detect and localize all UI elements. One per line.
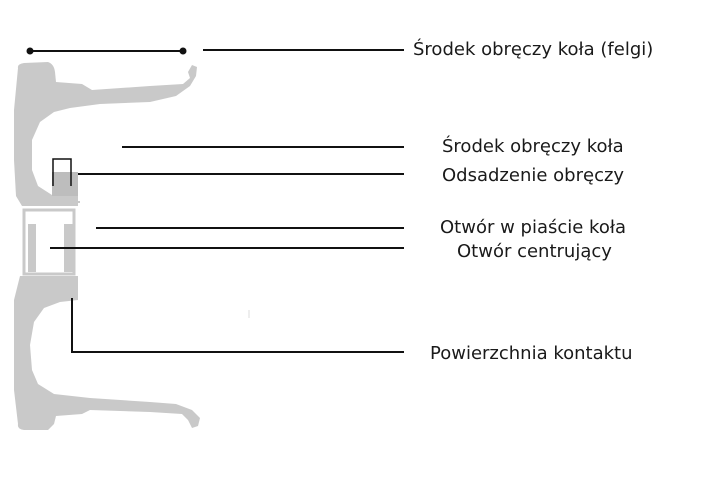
label-offset: Odsadzenie obręczy — [442, 165, 625, 186]
upper-hub-face — [52, 172, 78, 196]
leader-contact-surface — [72, 298, 404, 352]
label-rim-center: Środek obręczy koła — [442, 136, 624, 157]
label-rim-center-top: Środek obręczy koła (felgi) — [413, 39, 654, 60]
label-center-bore: Otwór centrujący — [457, 241, 612, 262]
wheel-upper-section — [14, 62, 197, 206]
hub-bore-wall — [28, 224, 36, 272]
label-hub-bore: Otwór w piaście koła — [440, 217, 626, 238]
label-contact-surface: Powierzchnia kontaktu — [430, 343, 633, 364]
rim-width-dot-right — [180, 48, 187, 55]
rim-width-dot-left — [27, 48, 34, 55]
